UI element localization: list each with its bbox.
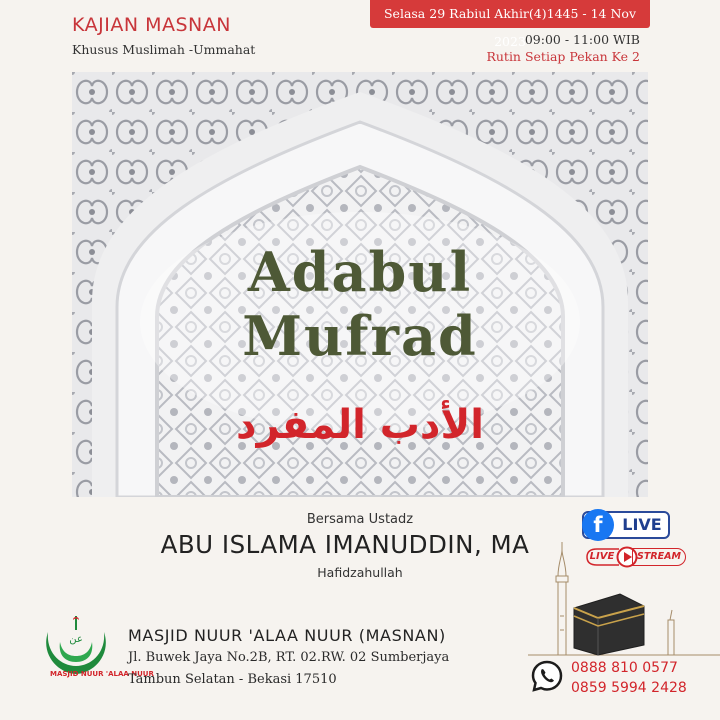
title-line-1: Adabul [247, 240, 473, 304]
address-line-2: Tambun Selatan - Bekasi 17510 [128, 672, 337, 687]
hero-panel [72, 72, 648, 497]
speaker-honorific: Hafidzahullah [317, 565, 403, 580]
speaker-name: ABU ISLAMA IMANUDDIN, MA [160, 530, 530, 559]
audience-subtitle: Khusus Muslimah -Ummahat [72, 42, 256, 57]
event-time: 09:00 - 11:00 WIB [524, 32, 640, 47]
mosque-name: MASJID NUUR 'ALAA NUUR (MASNAN) [128, 626, 446, 645]
phone-number-2[interactable]: 0859 5994 2428 [571, 680, 687, 696]
event-schedule: Rutin Setiap Pekan Ke 2 [486, 49, 640, 64]
speaker-intro: Bersama Ustadz [306, 512, 414, 527]
stream-label: STREAM [632, 548, 686, 566]
whatsapp-icon[interactable] [531, 660, 563, 692]
address-line-1: Jl. Buwek Jaya No.2B, RT. 02.RW. 02 Sumberjaya [128, 650, 450, 665]
logo-caption: MASJID NUUR 'ALAA NUUR [50, 670, 154, 678]
mosque-logo-icon [30, 612, 122, 678]
phone-number-1[interactable]: 0888 810 0577 [571, 660, 678, 676]
date-banner: Selasa 29 Rabiul Akhir(4)1445 - 14 Nov 2023 [370, 0, 650, 28]
event-title: KAJIAN MASNAN [72, 14, 231, 36]
facebook-icon: f [582, 509, 614, 541]
svg-text:عن: عن [69, 634, 83, 645]
stream-live-label: LIVE [589, 551, 615, 562]
title-line-2: Mufrad [242, 304, 478, 368]
mosque-line-art [520, 520, 720, 660]
facebook-live-label: LIVE [622, 515, 662, 534]
arabic-title: الأدب المفرد [236, 402, 484, 448]
